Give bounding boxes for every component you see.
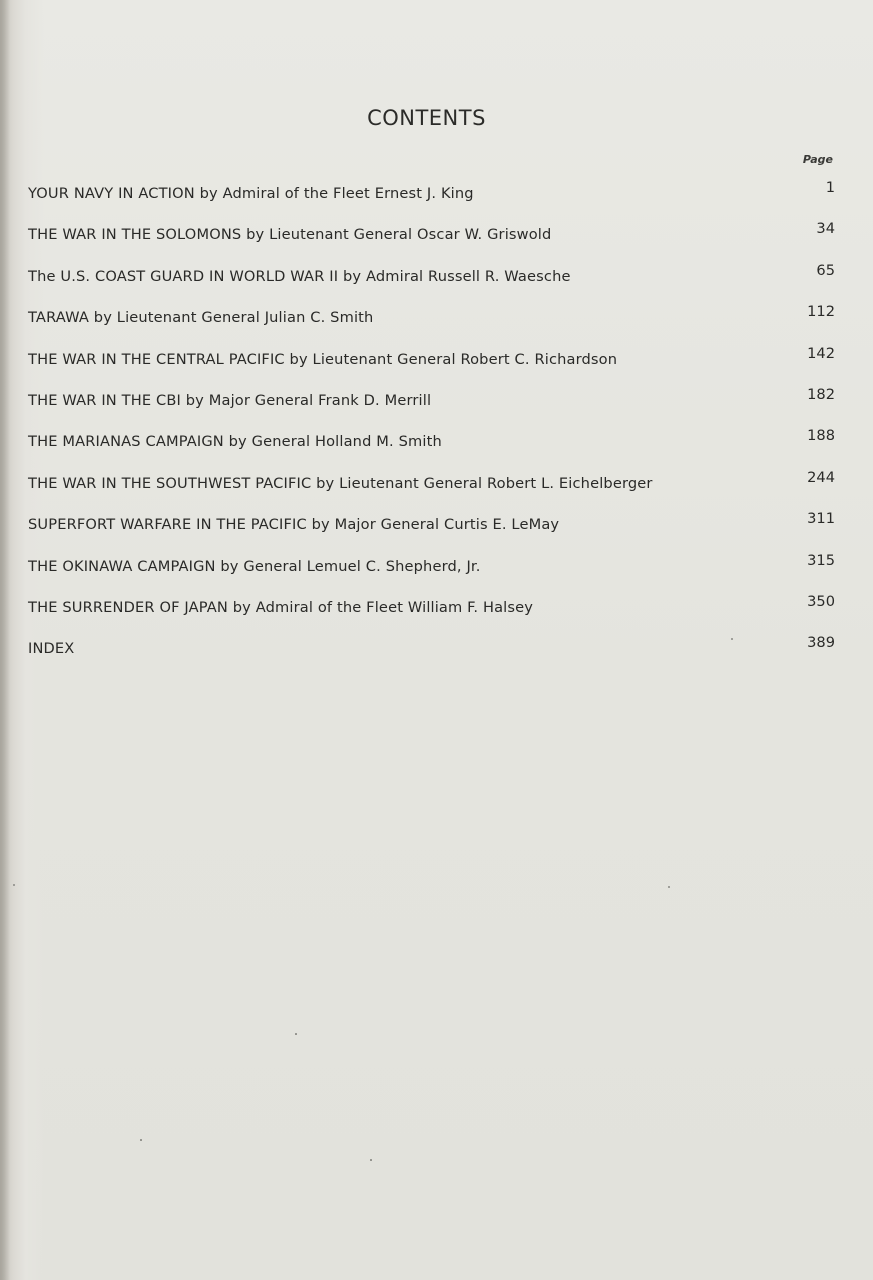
toc-entry-page: 315 [807,551,835,569]
page-title: CONTENTS [367,106,486,130]
toc-entry-page: 311 [807,510,835,528]
paper-speck [731,638,733,640]
toc-entry [28,344,835,385]
toc-entry-page: 182 [807,385,835,403]
toc-entry-page: 188 [807,427,835,445]
toc-entry-title: TARAWA by Lieutenant General Julian C. Smith [28,309,374,327]
toc-entry-title: THE WAR IN THE CBI by Major General Frank D. Merrill [28,391,432,409]
toc-entry [28,302,835,343]
toc-entry-page: 389 [807,634,835,652]
toc-entry [28,426,835,467]
toc-entry-title: INDEX [28,640,75,658]
toc-entry-page: 142 [807,344,835,362]
toc-entry-page: 1 [825,179,835,196]
paper-speck [668,886,670,888]
toc-entry-title: THE OKINAWA CAMPAIGN by General Lemuel C. Shepherd, Jr. [28,557,481,575]
toc-entry-page: 34 [816,220,835,238]
toc-entry-title: SUPERFORT WARFARE IN THE PACIFIC by Major General Curtis E. LeMay [28,516,560,534]
toc-entry-page: 350 [807,592,835,610]
toc-entry-page: 65 [816,261,835,279]
table-of-contents [28,178,835,675]
toc-entry [28,551,835,592]
paper-speck [370,1159,372,1161]
toc-entry-title: YOUR NAVY IN ACTION by Admiral of the Fleet Ernest J. King [28,185,474,202]
toc-entry [28,178,835,219]
spine-shadow [0,0,10,1280]
toc-entry-title: THE WAR IN THE SOUTHWEST PACIFIC by Lieutenant General Robert L. Eichelberger [28,474,653,492]
paper-speck [295,1033,297,1035]
toc-entry [28,633,835,674]
toc-entry-title: THE WAR IN THE SOLOMONS by Lieutenant General Oscar W. Griswold [28,226,552,244]
toc-entry [28,592,835,633]
toc-entry-title: THE SURRENDER OF JAPAN by Admiral of the Fleet William F. Halsey [28,598,534,616]
toc-entry-title: The U.S. COAST GUARD IN WORLD WAR II by Admiral Russell R. Waesche [28,267,571,285]
toc-entry [28,509,835,550]
page-column-header: Page [802,153,833,166]
paper-speck [140,1139,142,1141]
toc-entry [28,261,835,302]
toc-entry-page: 244 [807,468,835,486]
toc-entry [28,385,835,426]
toc-entry-title: THE WAR IN THE CENTRAL PACIFIC by Lieutenant General Robert C. Richardson [28,350,618,368]
toc-entry-title: THE MARIANAS CAMPAIGN by General Holland M. Smith [28,433,442,451]
toc-entry [28,468,835,509]
toc-entry [28,219,835,260]
paper-speck [13,884,15,886]
toc-entry-page: 112 [807,303,835,321]
